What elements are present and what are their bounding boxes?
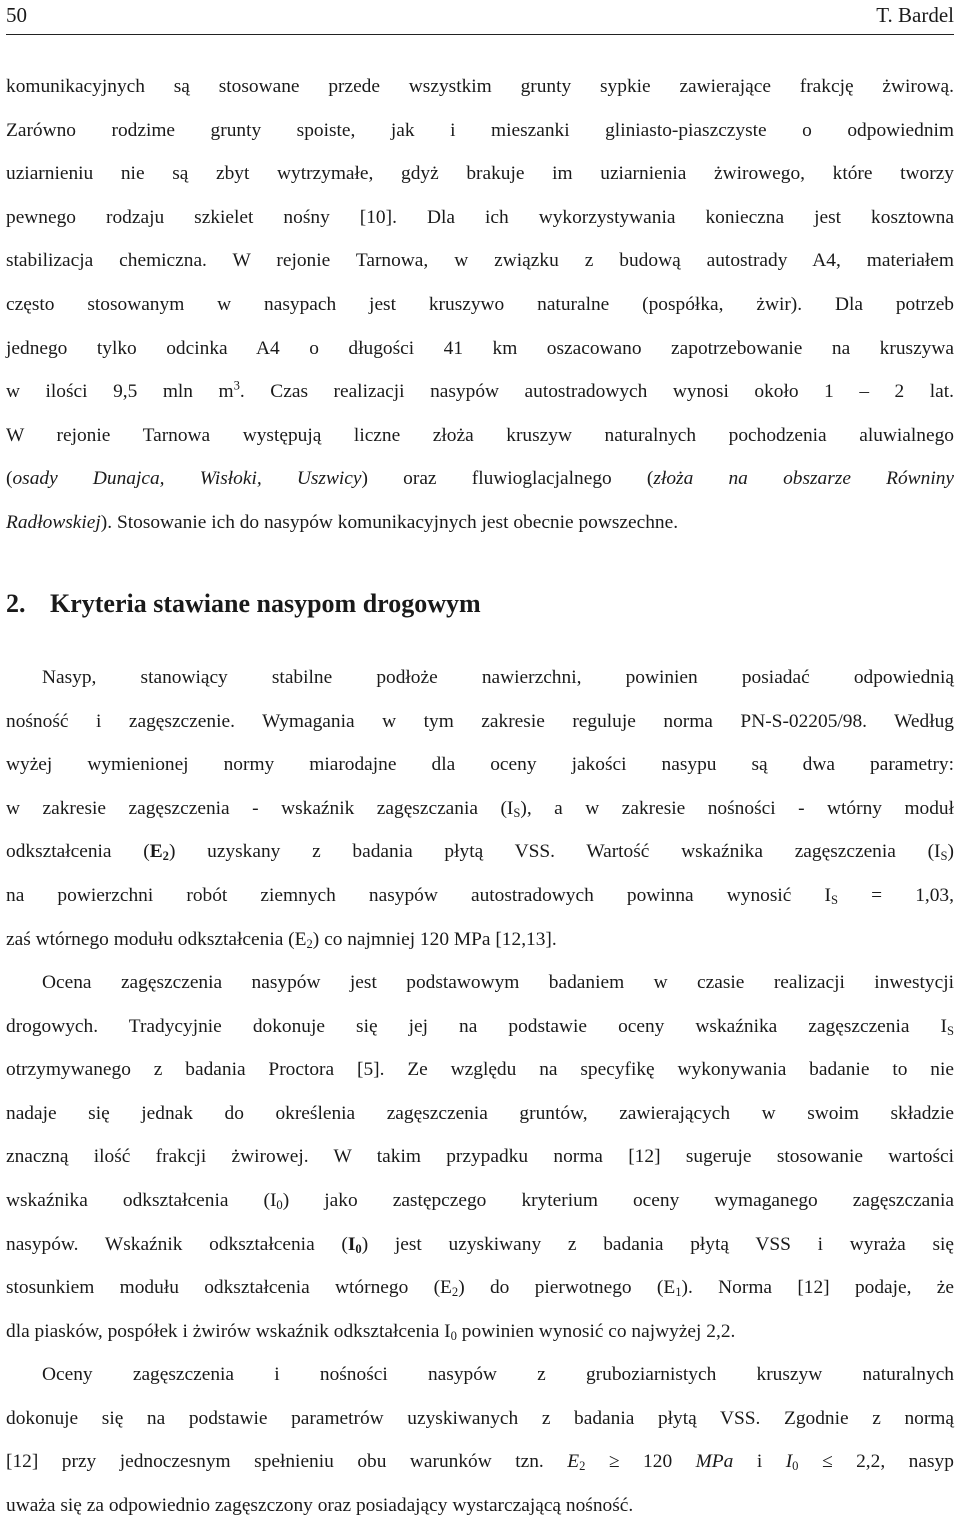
text-line: Nasyp, stanowiący stabilne podłoże nawierzchni, powinien posiadać odpowiednią xyxy=(42,667,954,688)
text-line: wyżej wymienionej normy miarodajne dla oceny jakości nasypu są dwa parametry: xyxy=(6,754,954,776)
text-line: na powierzchni robót ziemnych nasypów autostradowych powinna wynosić $I_S = 1,03$, xyxy=(6,884,954,908)
text-line: często stosowanym w nasypach jest kruszywo naturalne (pospółka, żwir). Dla potrzeb xyxy=(6,293,954,315)
text-line: pewnego rodzaju szkielet nośny [10]. Dla ich wykorzystywania konieczna jest kosztowna xyxy=(6,206,954,228)
paragraph-3 xyxy=(6,961,954,1353)
section-number: 2. xyxy=(6,589,26,618)
text-line: nośność i zagęszczenie. Wymagania w tym zakresie reguluje norma PN-S-02205/98. Według xyxy=(6,710,954,732)
text-line: Radłowskiej). Stosowanie ich do nasypów komunikacyjnych jest obecnie powszechne. xyxy=(6,511,679,533)
text-line: jednego tylko odcinka A4 o długości 41 km oszacowano zapotrzebowanie na kruszywa xyxy=(6,337,954,359)
text-line: wskaźnika odkształcenia $(I_0)$ jako zastępczego kryterium oceny wymaganego zagęszczania xyxy=(6,1189,954,1213)
text-line: otrzymywanego z badania Proctora [5]. Ze względu na specyfikę wykonywania badanie to nie xyxy=(6,1059,954,1081)
text-line: W rejonie Tarnowa występują liczne złoża kruszyw naturalnych pochodzenia aluwialnego xyxy=(6,424,954,446)
text-line: zaś wtórnego modułu odkształcenia $(E_2)$ co najmniej 120 MPa [12,13]. xyxy=(6,928,557,951)
text-line: w zakresie zagęszczenia - wskaźnik zagęszczania $(I_S)$, a w zakresie nośności - wtórny moduł xyxy=(6,797,954,820)
page-number: 50 xyxy=(6,3,27,27)
text-line: (osady Dunajca, Wisłoki, Uszwicy) oraz fluwioglacjalnego (złoża na obszarze Równiny xyxy=(6,468,955,490)
section-heading xyxy=(6,589,481,619)
text-line: stabilizacja chemiczna. W rejonie Tarnowa, w związku z budową autostrady A4, materiałem xyxy=(6,250,954,272)
section-title: Kryteria stawiane nasypom drogowym xyxy=(50,589,481,618)
text-line: Ocena zagęszczenia nasypów jest podstawowym badaniem w czasie realizacji inwestycji xyxy=(42,972,954,993)
math-condition-i0: $I_0 \le 2,2$ xyxy=(785,1451,881,1474)
text-line: drogowych. Tradycyjnie dokonuje się jej na podstawie oceny wskaźnika zagęszczenia $I_S$ xyxy=(6,1015,954,1038)
text-line: w ilości 9,5 mln $m^3$. Czas realizacji nasypów autostradowych wynosi około 1 – 2 lat. xyxy=(6,378,954,403)
text-line: uważa się za odpowiednio zagęszczony oraz posiadający wystarczającą nośność. xyxy=(6,1494,634,1516)
text-line: nadaje się jednak do określenia zagęszczenia gruntów, zawierających w swoim składzie xyxy=(6,1102,954,1124)
paragraph-4 xyxy=(6,1353,954,1527)
text-line: dokonuje się na podstawie parametrów uzyskiwanych z badania płytą VSS. Zgodnie z normą xyxy=(6,1407,954,1429)
running-author: T. Bardel xyxy=(876,3,954,27)
text-line: Zarówno rodzime grunty spoiste, jak i mieszanki gliniasto-piaszczyste o odpowiednim xyxy=(6,119,954,141)
text-line: odkształcenia $(E_2)$ uzyskany z badania płytą VSS. Wartość wskaźnika zagęszczenia $(I_S)$ xyxy=(6,841,954,864)
text-line: dla piasków, pospółek i żwirów wskaźnik odkształcenia $I_0$ powinien wynosić co najwyżej 2,2. xyxy=(6,1320,736,1343)
text-line: [12] przy jednoczesnym spełnieniu obu warunków tzn. $E_2 \ge 120$ MPa i $I_0 \le 2,2$, nasyp xyxy=(6,1451,954,1474)
text-line: znaczną ilość frakcji żwirowej. W takim przypadku norma [12] sugeruje stosowanie wartości xyxy=(6,1146,954,1168)
text-line: uziarnieniu nie są zbyt wytrzymałe, gdyż brakuje im uziarnienia żwirowego, które tworzy xyxy=(6,163,954,185)
paragraph-2 xyxy=(6,656,954,961)
text-line: stosunkiem modułu odkształcenia wtórnego $(E_2)$ do pierwotnego $(E_1)$. Norma [12] podaje, że xyxy=(6,1277,954,1300)
math-condition-e2: $E_2 \ge 120$ MPa xyxy=(567,1451,734,1474)
page-header xyxy=(6,0,954,35)
text-line: komunikacyjnych są stosowane przede wszystkim grunty sypkie zawierające frakcję żwirową. xyxy=(6,76,954,97)
text-line: Oceny zagęszczenia i nośności nasypów z gruboziarnistych kruszyw naturalnych xyxy=(42,1364,954,1385)
text-line: nasypów. Wskaźnik odkształcenia $(I_0)$ jest uzyskiwany z badania płytą VSS i wyraża się xyxy=(6,1233,955,1256)
paragraph-1 xyxy=(6,65,954,545)
